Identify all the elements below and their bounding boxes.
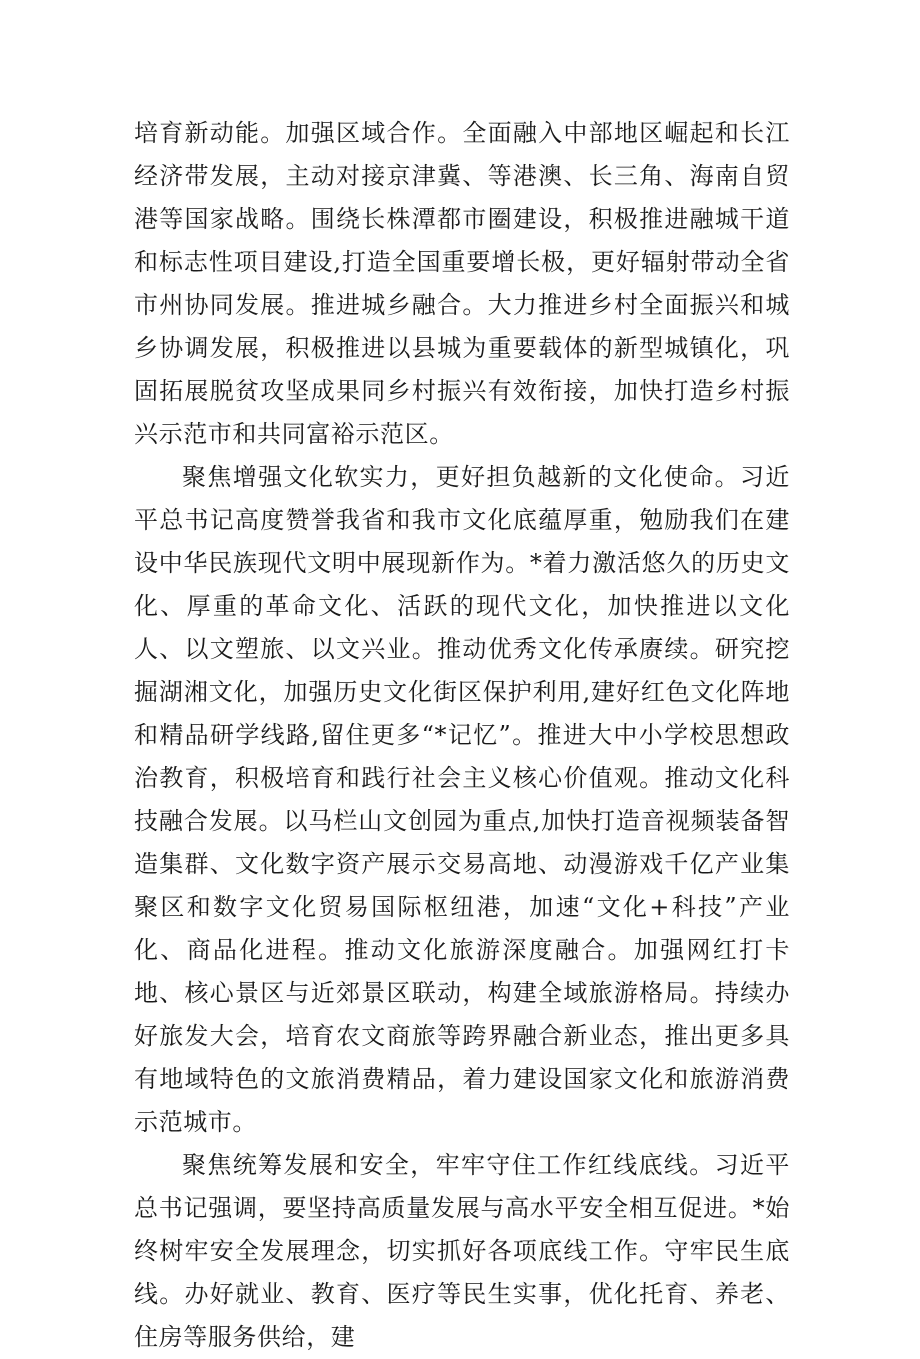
paragraph-security: 聚焦统筹发展和安全，牢牢守住工作红线底线。习近平总书记强调，要坚持高质量发展与高水平安全相互促进。*始终树牢安全发展理念，切实抓好各项底线工作。守牢民生底线。办好就业、教育、医疗等民生实事，优化托育、养老、住房等服务供给，建 xyxy=(134,1151,790,1351)
document-body xyxy=(134,112,790,1359)
paragraph-continued: 培育新动能。加强区域合作。全面融入中部地区崛起和长江经济带发展，主动对接京津冀、等港澳、长三角、海南自贸港等国家战略。围绕长株潭都市圈建设，积极推进融城干道和标志性项目建设,打造全国重要增长极，更好辐射带动全省市州协同发展。推进城乡融合。大力推进乡村全面振兴和城乡协调发展，积极推进以县城为重要载体的新型城镇化，巩固拓展脱贫攻坚成果同乡村振兴有效衔接，加快打造乡村振兴示范市和共同富裕示范区。 xyxy=(134,119,790,448)
paragraph-culture: 聚焦增强文化软实力，更好担负越新的文化使命。习近平总书记高度赞誉我省和我市文化底蕴厚重，勉励我们在建设中华民族现代文明中展现新作为。*着力激活悠久的历史文化、厚重的革命文化、活跃的现代文化，加快推进以文化人、以文塑旅、以文兴业。推动优秀文化传承赓续。研究挖掘湖湘文化，加强历史文化街区保护利用,建好红色文化阵地和精品研学线路,留住更多“*记忆”。推进大中小学校思想政治教育，积极培育和践行社会主义核心价值观。推动文化科技融合发展。以马栏山文创园为重点,加快打造音视频装备智造集群、文化数字资产展示交易高地、动漫游戏千亿产业集聚区和数字文化贸易国际枢纽港，加速“文化+科技”产业化、商品化进程。推动文化旅游深度融合。加强网红打卡地、核心景区与近郊景区联动，构建全域旅游格局。持续办好旅发大会，培育农文商旅等跨界融合新业态，推出更多具有地域特色的文旅消费精品，着力建设国家文化和旅游消费示范城市。 xyxy=(134,463,790,1136)
